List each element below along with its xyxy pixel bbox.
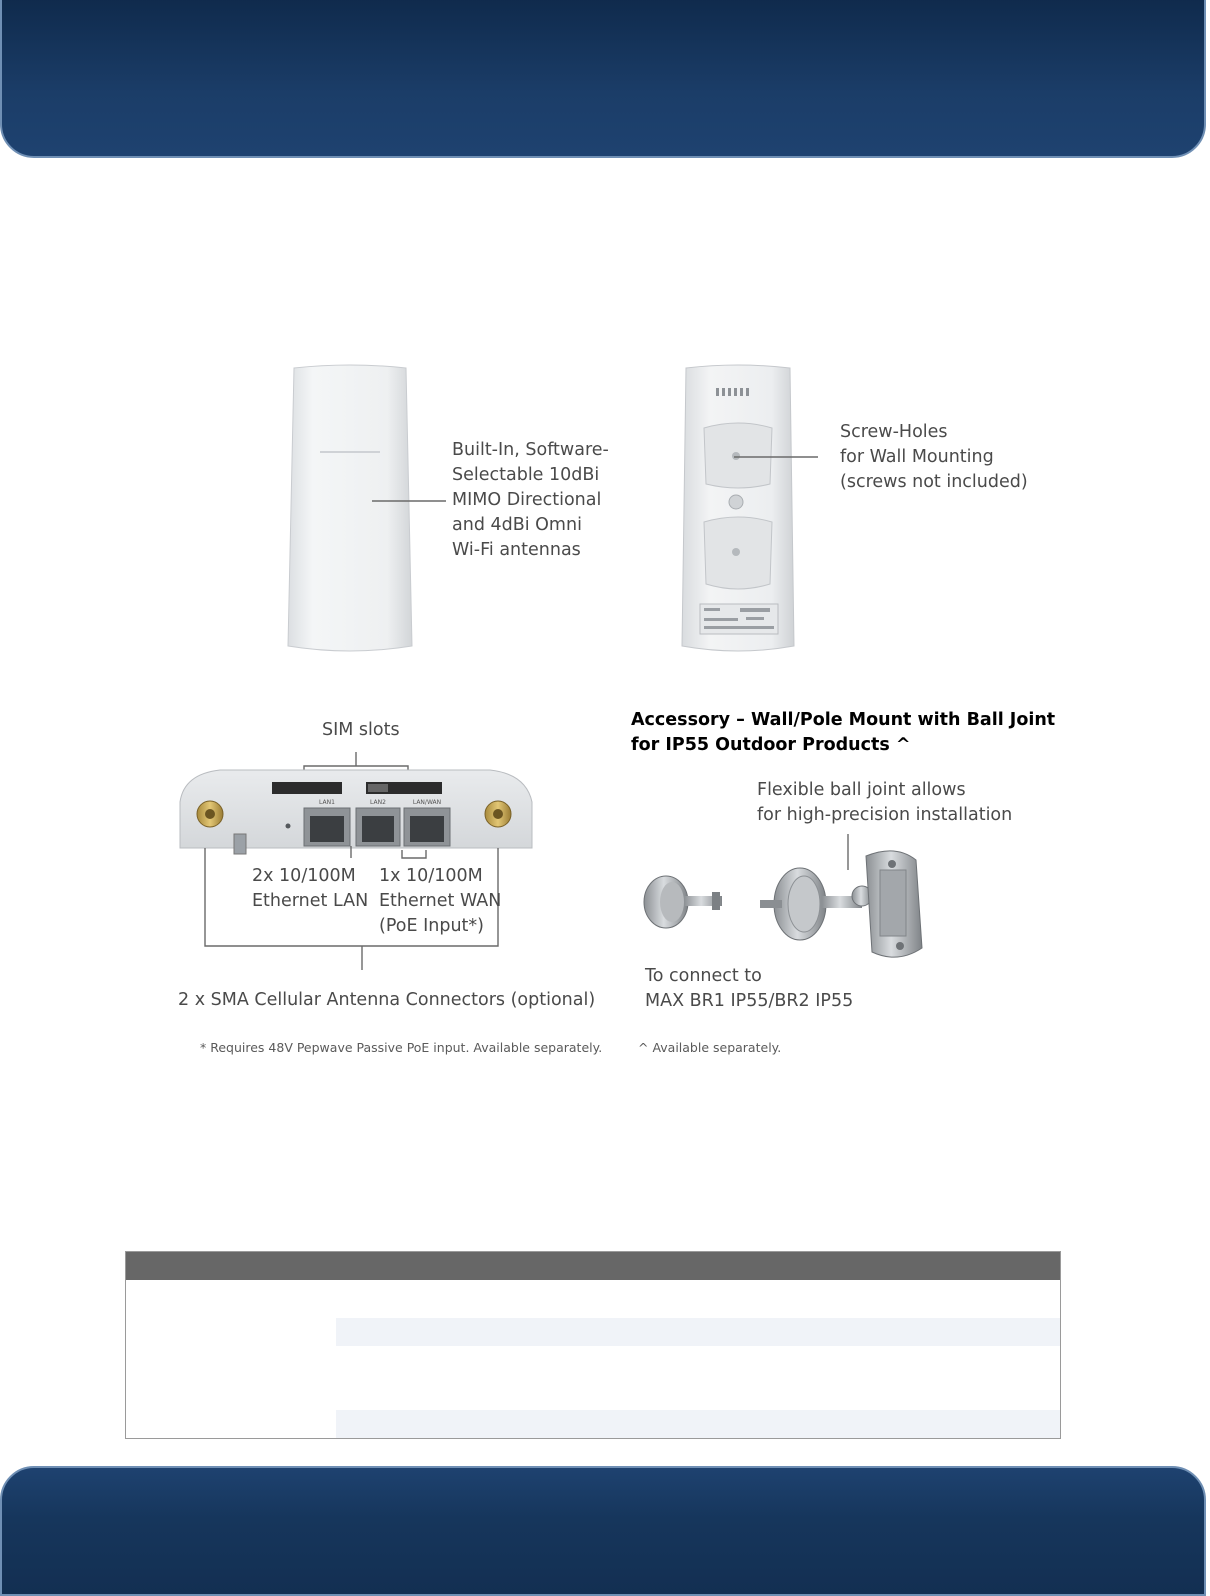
callout-line-2: Selectable 10dBi [452,465,600,485]
callout-line-4: and 4dBi Omni [452,515,582,535]
screw-hole-callout [840,420,1028,495]
callout-line-2: Ethernet WAN [379,891,502,911]
accessory-footnote: ^ Available separately. [638,1040,782,1055]
sma-connectors-label: 2 x SMA Cellular Antenna Connectors (optional) [178,990,596,1010]
callout-line-1: 2x 10/100M [252,866,356,886]
table-row [336,1410,1060,1438]
callout-line-3: (screws not included) [840,472,1028,492]
callout-line-1: 1x 10/100M [379,866,483,886]
device-front-image [280,360,420,660]
callout-line-2: Ethernet LAN [252,891,369,911]
table-row [336,1318,1060,1346]
lan-ports-callout [252,864,368,914]
front-antenna-callout [452,438,609,563]
port-label-lanwan: LAN/WAN [412,799,442,806]
port-label-lan2: LAN2 [370,799,386,806]
device-back-image [676,362,800,658]
callout-line-1: Flexible ball joint allows [757,780,966,800]
callout-line-3: MIMO Directional [452,490,602,510]
callout-line-1: Built-In, Software- [452,440,609,460]
wan-port-callout [379,864,501,939]
heading-line-2: for IP55 Outdoor Products ^ [631,735,911,755]
callout-line-2: MAX BR1 IP55/BR2 IP55 [645,991,854,1011]
spec-table [125,1251,1061,1439]
connect-to-callout [645,964,853,1014]
mount-image [640,830,940,970]
poe-footnote: * Requires 48V Pepwave Passive PoE input. Available separately. [200,1040,603,1055]
footer-band [0,1466,1206,1596]
callout-line-5: Wi-Fi antennas [452,540,581,560]
heading-line-1: Accessory – Wall/Pole Mount with Ball Joint [631,710,1056,730]
callout-line-2: for high-precision installation [757,805,1013,825]
header-band [0,0,1206,158]
callout-line-2: for Wall Mounting [840,447,994,467]
sim-slots-label: SIM slots [322,720,400,740]
ball-joint-callout [757,778,1012,828]
callout-line-1: Screw-Holes [840,422,948,442]
callout-line-3: (PoE Input*) [379,916,484,936]
front-callout-line [372,496,448,506]
callout-line-1: To connect to [645,966,762,986]
back-callout-line [734,452,820,462]
accessory-heading [631,708,1055,758]
port-label-lan1: LAN1 [319,799,335,806]
spec-table-header [126,1252,1060,1280]
